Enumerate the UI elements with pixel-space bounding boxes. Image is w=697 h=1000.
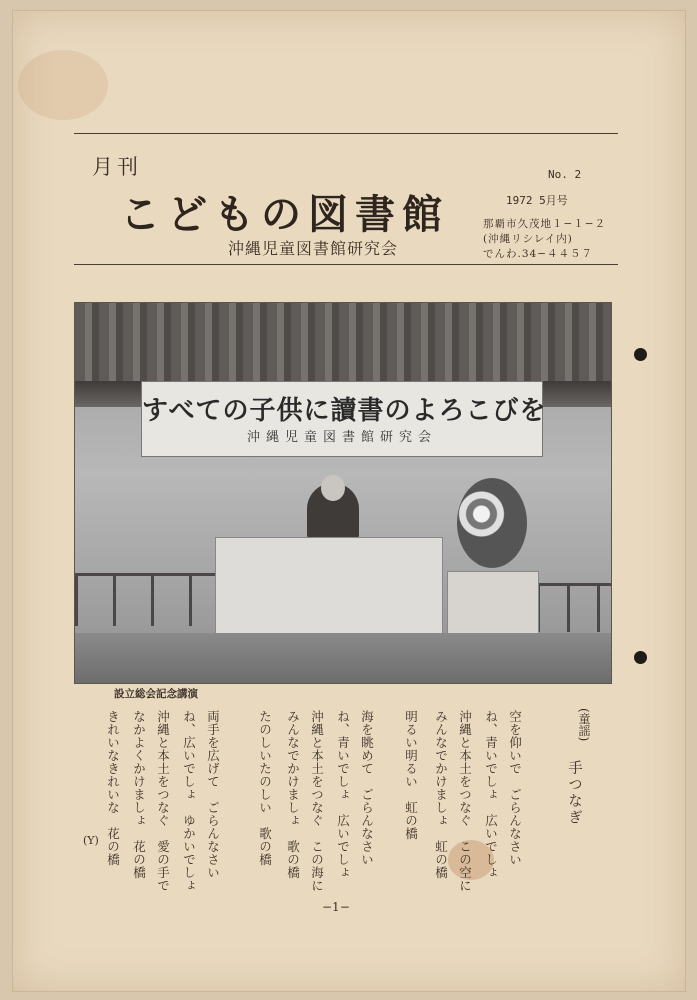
photo-flowers — [457, 478, 527, 568]
poem-line: きれいなきれいな 花の橋 — [105, 710, 121, 866]
page-number: −1− — [322, 900, 350, 914]
poem-line: 沖縄と本土をつなぐ この空に — [457, 710, 473, 892]
banner-organization: 沖縄児童図書館研究会 — [246, 430, 437, 445]
issue-date: 1972 5月号 — [506, 194, 568, 207]
photo-stage — [75, 633, 611, 683]
punch-hole — [634, 348, 647, 361]
photo-chairs-right — [537, 583, 611, 632]
address-line: 那覇市久茂地１−１−２ — [483, 218, 607, 230]
header-top-rule — [74, 133, 618, 134]
photo-caption: 設立総会記念講演 — [114, 688, 198, 700]
poem-line: みんなでかけましょ 歌の橋 — [285, 710, 301, 879]
address-line: (沖縄リシレイ内) — [483, 233, 573, 245]
poem-line: 沖縄と本土をつなぐ 愛の手で — [155, 710, 171, 892]
header-bottom-rule — [74, 264, 618, 265]
poem-genre: (童謡) — [577, 708, 591, 742]
organization-name: 沖縄児童図書館研究会 — [228, 239, 399, 258]
phone-line: でんわ.34−４４５７ — [483, 248, 593, 260]
poem-author: (Y) — [83, 834, 99, 847]
poem-line: 海を眺めて ごらんなさい — [359, 710, 375, 866]
poem-line: 明るい明るい 虹の橋 — [403, 710, 419, 840]
lecture-photo — [74, 302, 612, 684]
poem-line: 空を仰いで ごらんなさい — [507, 710, 523, 866]
poem-line: なかよくかけましょ 花の橋 — [131, 710, 147, 879]
poem-line: 沖縄と本土をつなぐ この海に — [309, 710, 325, 892]
monthly-label: 月刊 — [92, 155, 142, 179]
photo-chairs-left — [75, 573, 215, 626]
poem-title: 手つなぎ — [566, 760, 582, 826]
punch-hole — [634, 651, 647, 664]
publication-title: こどもの図書館 — [120, 191, 449, 238]
banner-slogan: すべての子供に讀書のよろこびを — [142, 396, 547, 426]
poem-line: ね、広いでしょ ゆかいでしょ — [181, 710, 197, 892]
poem-line: たのしいたのしい 歌の橋 — [257, 710, 273, 866]
issue-number: No. 2 — [548, 168, 582, 181]
photo-curtain — [75, 303, 611, 381]
poem-line: 両手を広げて ごらんなさい — [205, 710, 221, 879]
poem-line: ね、青いでしょ 広いでしょ — [483, 710, 499, 879]
photo-speaker-head — [321, 475, 345, 501]
poem-line: みんなでかけましょ 虹の橋 — [433, 710, 449, 879]
poem-line: ね、青いでしょ 広いでしょ — [335, 710, 351, 879]
paper-stain — [18, 50, 108, 120]
photo-banner — [141, 381, 547, 457]
